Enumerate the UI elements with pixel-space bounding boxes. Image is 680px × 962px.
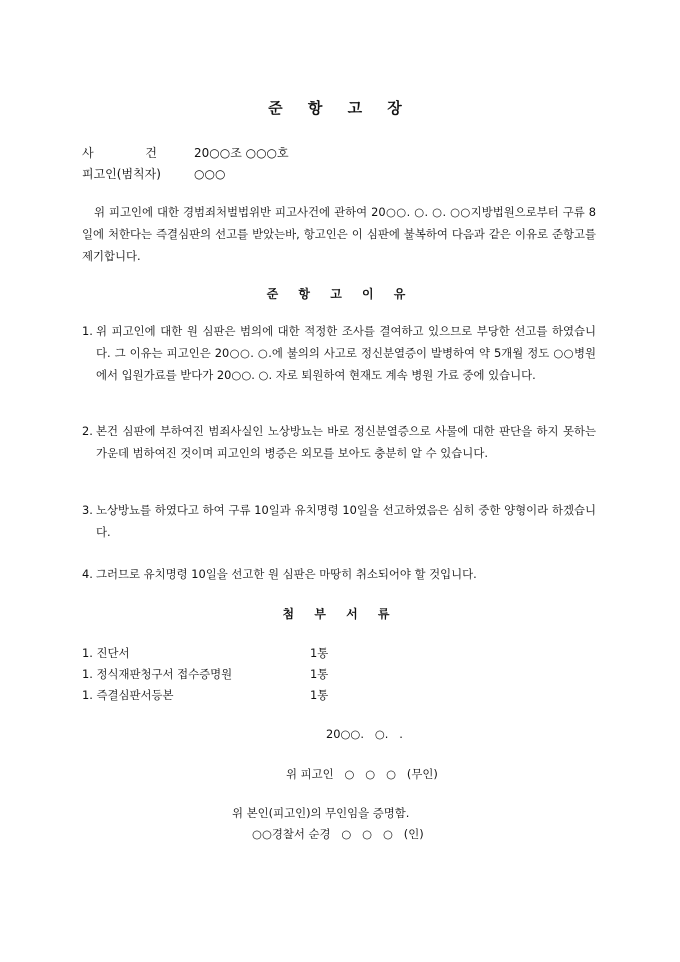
attachment-name: 1. 진단서 [82,646,130,660]
reason-item [82,499,596,543]
case-row [82,144,289,161]
officer-line: ○○경찰서 순경 ○ ○ ○ (인) [252,827,424,841]
date-line: 20○○. ○. . [326,727,403,741]
defendant-label: 피고인(범칙자) [82,167,161,181]
reason-number: 4. [82,567,93,581]
reason-text: 위 피고인에 대한 원 심판은 범의에 대한 적정한 조사를 결여하고 있으므로 부당한 선고를 하였습니다. 그 이유는 피고인은 20○○. ○.에 불의의 사고로 정신분열증이 발병하여 약 5개월 정도 ○○병원에서 입원가료를 받다가 20○○. ○. 자로 퇴원하여 현재도 계속 병원 가료 중에 있습니다. [96,324,596,382]
defendant-value: ○○○ [194,167,226,181]
signature-line: 위 피고인 ○ ○ ○ (무인) [286,767,438,781]
reasons-title: 준 항 고 이 유 [266,287,414,301]
reason-number: 3. [82,503,93,517]
case-label: 사 건 [82,146,181,160]
reason-item [82,563,596,585]
intro-paragraph: 위 피고인에 대한 경범죄처벌법위반 피고사건에 관하여 20○○. ○. ○. ○○지방법원으로부터 구류 8일에 처한다는 즉결심판의 선고를 받았는바, 항고인은 이 심판에 불복하여 다음과 같은 이유로 준항고를 제기합니다. [82,205,596,263]
attachment-row [82,645,328,661]
reason-number: 1. [82,324,93,338]
reason-item [82,420,596,464]
document-title: 준 항 고 장 [268,99,412,117]
case-value: 20○○조 ○○○호 [194,146,289,160]
attachment-row [82,687,328,703]
defendant-row [82,165,225,182]
attachment-name: 1. 정식재판청구서 접수증명원 [82,667,233,681]
reason-text: 본건 심판에 부하여진 범죄사실인 노상방뇨는 바로 정신분열증으로 사물에 대한 판단을 하지 못하는 가운데 범하여진 것이며 피고인의 병증은 외모를 보아도 충분히 알 수 있습니다. [96,424,596,460]
reason-text: 그러므로 유치명령 10일을 선고한 원 심판은 마땅히 취소되어야 할 것입니다. [96,567,477,581]
reason-number: 2. [82,424,93,438]
attachment-name: 1. 즉결심판서등본 [82,688,174,702]
attachments-title: 첨 부 서 류 [282,607,398,621]
attachment-count: 1통 [310,667,329,681]
certification-line: 위 본인(피고인)의 무인임을 증명함. [232,806,410,820]
attachment-count: 1통 [310,688,329,702]
reason-item [82,320,596,386]
attachment-count: 1통 [310,646,329,660]
reason-text: 노상방뇨를 하였다고 하여 구류 10일과 유치명령 10일을 선고하였음은 심히 중한 양형이라 하겠습니다. [96,503,596,539]
attachment-row [82,666,328,682]
